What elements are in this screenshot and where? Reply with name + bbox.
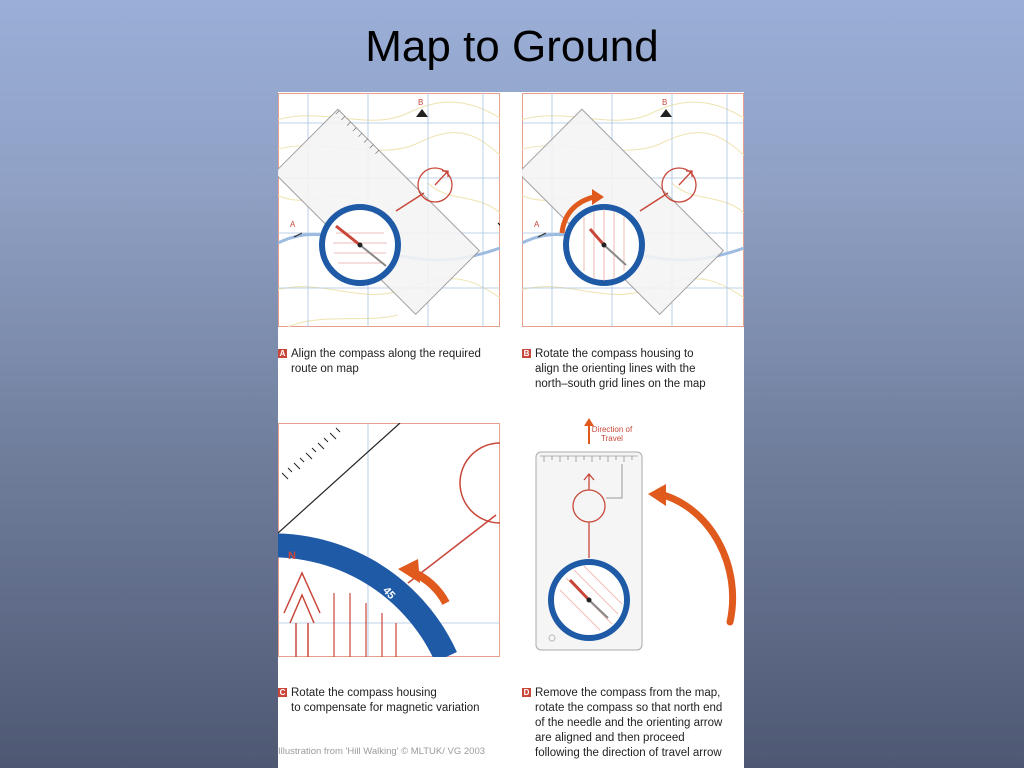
direction-label-line1: Direction of — [591, 425, 633, 434]
caption-c — [278, 686, 508, 716]
caption-b-letter: B — [523, 349, 530, 358]
caption-c-letter: C — [279, 688, 286, 697]
caption-c-line2: to compensate for magnetic variation — [291, 702, 480, 714]
bezel-45-label: 45 — [380, 584, 398, 602]
slide-title: Map to Ground — [365, 22, 659, 71]
caption-c-line1: Rotate the compass housing — [291, 687, 437, 699]
panel-a-diagram — [278, 93, 500, 327]
caption-d — [522, 686, 744, 761]
panel-d-diagram — [522, 418, 744, 658]
caption-a — [278, 347, 508, 377]
caption-a-line1: Align the compass along the required — [291, 348, 481, 360]
point-a-label: A — [290, 220, 296, 229]
caption-b — [522, 347, 744, 392]
panel-b-diagram — [522, 93, 744, 327]
caption-b-line1: Rotate the compass housing to — [535, 348, 694, 360]
caption-d-line4: are aligned and then proceed — [535, 732, 685, 744]
point-b-label: B — [662, 98, 668, 107]
caption-b-line3: north–south grid lines on the map — [535, 378, 706, 390]
direction-label-line2: Travel — [601, 434, 623, 443]
caption-b-line2: align the orienting lines with the — [535, 363, 696, 375]
panel-c-diagram — [278, 423, 500, 657]
caption-a-line2: route on map — [291, 363, 359, 375]
caption-d-letter: D — [523, 688, 530, 697]
bezel-n-label: N — [288, 550, 296, 562]
point-b-label: B — [418, 98, 424, 107]
caption-d-line1: Remove the compass from the map, — [535, 687, 721, 699]
point-a-label: A — [534, 220, 540, 229]
caption-d-line2: rotate the compass so that north end — [535, 702, 723, 714]
illustration-credit: Illustration from 'Hill Walking' © MLTUK/ VG 2003 — [278, 746, 486, 757]
caption-d-line5: following the direction of travel arrow — [535, 747, 722, 759]
caption-d-line3: of the needle and the orienting arrow — [535, 717, 723, 729]
caption-a-letter: A — [279, 349, 286, 358]
